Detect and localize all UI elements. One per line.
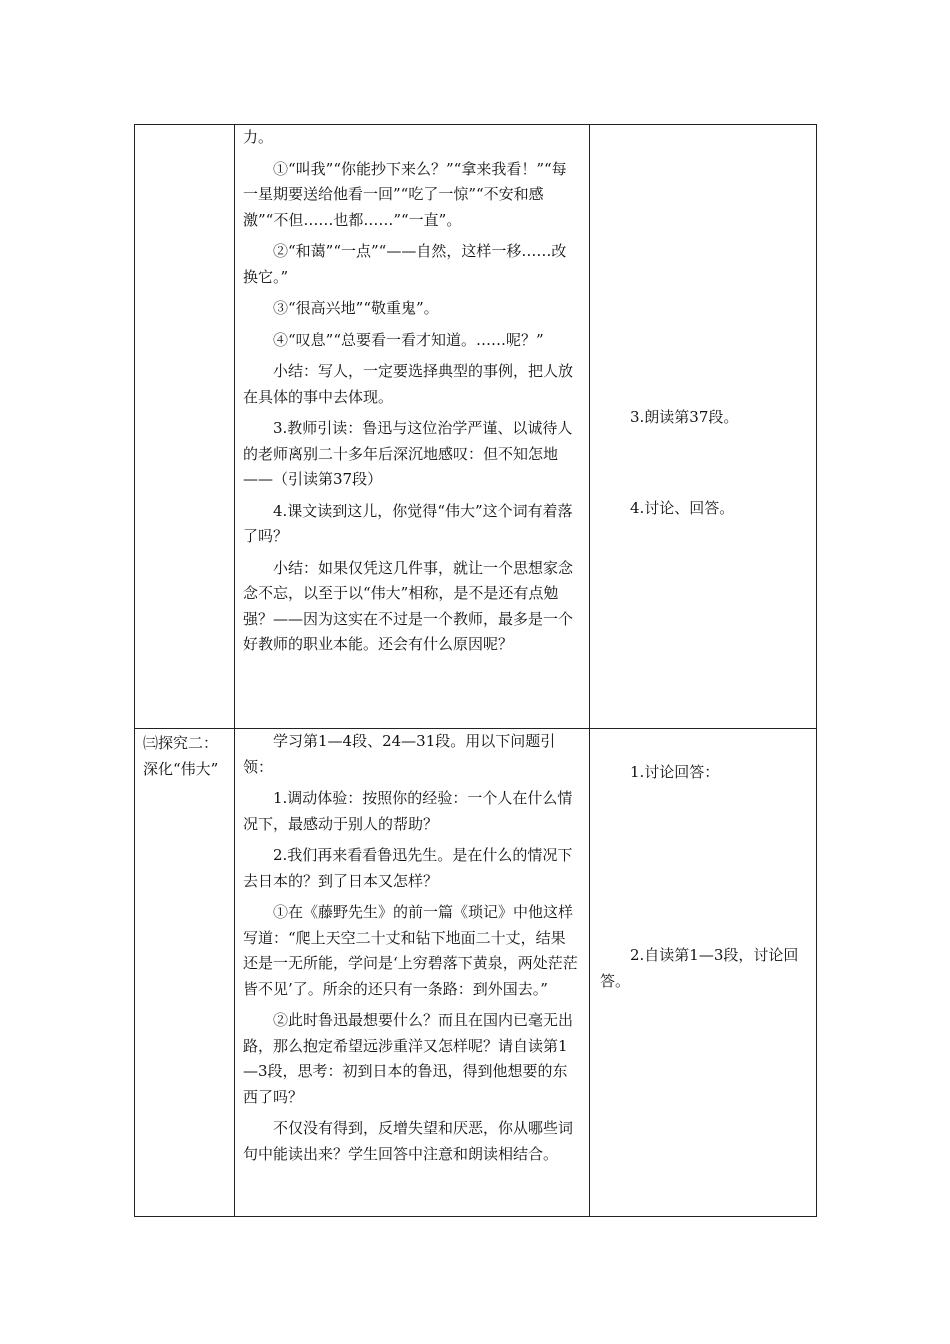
student-activity: 2.自读第1—3段，讨论回答。 — [600, 946, 799, 990]
table-row — [135, 729, 817, 1217]
table-row — [135, 125, 817, 729]
paragraph: 小结：写人，一定要选择典型的事例，把人放在具体的事中去体现。 — [243, 362, 574, 406]
stage-cell — [135, 729, 235, 1217]
paragraph: 4.课文读到这儿，你觉得“伟大”这个词有着落了吗？ — [243, 501, 573, 545]
student-activity-cell — [590, 125, 817, 729]
teacher-activity-cell — [235, 125, 590, 729]
paragraph: 1.调动体验：按照你的经验：一个人在什么情况下，最感动于别人的帮助？ — [243, 789, 573, 833]
stage-cell — [135, 125, 235, 729]
paragraph: 学习第1—4段、24—31段。用以下问题引领： — [243, 732, 556, 776]
paragraph: ④“叹息”“总要看一看才知道。……呢？” — [273, 330, 544, 349]
paragraph: ②“和蔼”“一点”“——自然，这样一移……改换它。” — [243, 242, 567, 286]
student-activity-cell — [590, 729, 817, 1217]
student-activity: 1.讨论回答： — [630, 763, 720, 781]
paragraph: 小结：如果仅凭这几件事，就让一个思想家念念不忘，以至于以“伟大”相称，是不是还有点勉强？——因为这实在不过是一个教师，最多是一个好教师的职业本能。还会有什么原因呢？ — [243, 558, 574, 653]
paragraph: ①“叫我”“你能抄下来么？”“拿来我看！”“每一星期要送给他看一回”“吃了一惊”“不安和感激”“不但……也都……”“一直”。 — [243, 159, 567, 229]
teacher-activity-cell — [235, 729, 590, 1217]
paragraph: 不仅没有得到，反增失望和厌恶，你从哪些词句中能读出来？学生回答中注意和朗读相结合。 — [243, 1119, 574, 1163]
student-activity: 4.讨论、回答。 — [630, 499, 735, 517]
paragraph: ③“很高兴地”“敬重鬼”。 — [273, 299, 439, 317]
stage-label: ㈢探究二：深化“伟大” — [143, 734, 219, 778]
paragraph: ①在《藤野先生》的前一篇《琐记》中他这样写道：“爬上天空二十丈和钻下地面二十丈，结果还是一无所能，学问是‘上穷碧落下黄泉，两处茫茫皆不见’了。所余的还只有一条路：到外国去。” — [243, 903, 578, 998]
paragraph: ②此时鲁迅最想要什么？而且在国内已毫无出路，那么抱定希望远涉重洋又怎样呢？请自读第1—3段，思考：初到日本的鲁迅，得到他想要的东西了吗？ — [243, 1011, 574, 1106]
student-activity: 3.朗读第37段。 — [630, 408, 739, 426]
lesson-plan-table — [134, 124, 817, 1217]
paragraph: 2.我们再来看看鲁迅先生。是在什么的情况下去日本的？到了日本又怎样？ — [243, 846, 573, 890]
paragraph: 3.教师引读：鲁迅与这位治学严谨、以诚待人的老师离别二十多年后深沉地感叹：但不知怎地——（引读第37段） — [243, 419, 573, 488]
paragraph: 力。 — [243, 128, 274, 146]
